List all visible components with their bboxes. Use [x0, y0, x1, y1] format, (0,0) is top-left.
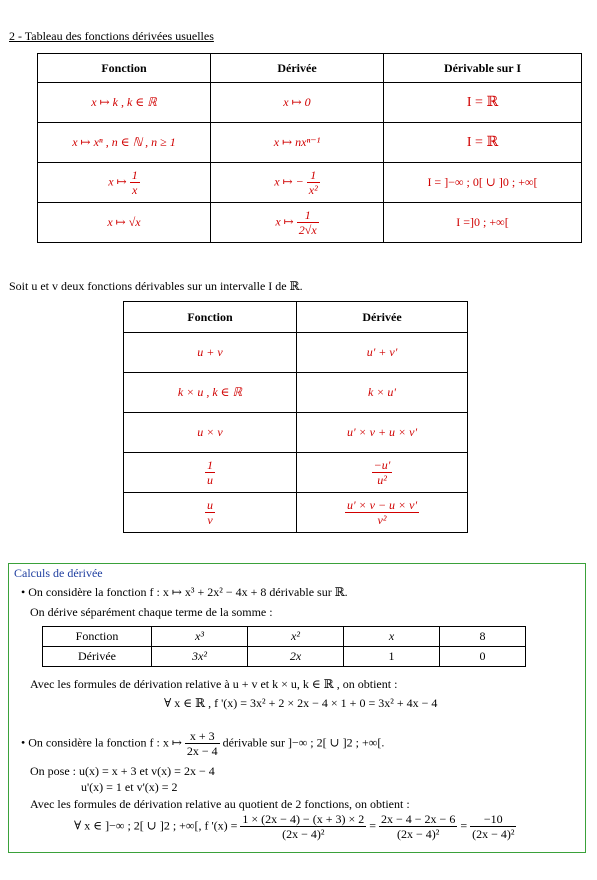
box-title: Calculs de dérivée	[14, 566, 103, 580]
equals: =	[460, 818, 468, 833]
bullet-icon: •	[21, 735, 26, 750]
cell-deriv: u' × v + u × v'	[297, 413, 468, 453]
denominator: x²	[308, 183, 318, 197]
deriv-prefix: x ↦ −	[274, 174, 304, 189]
denominator: (2x − 4)²	[396, 827, 440, 841]
cell-deriv: k × u'	[297, 373, 468, 413]
fraction	[205, 498, 215, 527]
denominator: v²	[377, 513, 387, 527]
denominator: u	[207, 473, 213, 487]
numerator: 1	[297, 208, 319, 223]
final-formula	[74, 812, 516, 841]
bullet-1	[21, 585, 348, 600]
final-prefix: ∀ x ∈ ]−∞ ; 2[ ∪ ]2 ; +∞[, f '(x) =	[74, 818, 238, 833]
table-row	[124, 453, 468, 493]
cell-fn	[124, 493, 297, 533]
fraction	[185, 729, 220, 758]
cell-fn	[38, 163, 211, 203]
pose-line-2: u'(x) = 1 et v'(x) = 2	[81, 780, 178, 794]
cell-fn: x²	[248, 627, 344, 647]
numerator: 1	[307, 168, 320, 183]
line-4: Avec les formules de dérivation relative au quotient de 2 fonctions, on obtient :	[30, 797, 410, 811]
cell-fn: x ↦ xⁿ , n ∈ ℕ , n ≥ 1	[38, 123, 211, 163]
cell-fn: x	[344, 627, 440, 647]
cell-deriv: 1	[344, 647, 440, 667]
row-label: Fonction	[43, 627, 152, 647]
numerator: 1 × (2x − 4) − (x + 3) × 2	[242, 812, 365, 826]
denominator: v	[207, 513, 213, 527]
cell-fn: u + v	[124, 333, 297, 373]
table-row	[124, 413, 468, 453]
cell-domain: I =]0 ; +∞[	[384, 203, 582, 243]
fraction	[470, 812, 516, 841]
fraction	[297, 208, 319, 237]
table-row	[43, 627, 526, 647]
table-row	[124, 373, 468, 413]
table-row	[38, 163, 582, 203]
denominator: (2x − 4)²	[282, 827, 325, 841]
header-derivee: Dérivée	[297, 302, 468, 333]
cell-fn: x³	[152, 627, 248, 647]
denominator: x	[132, 183, 138, 197]
fraction	[372, 458, 393, 487]
section-title: 2 - Tableau des fonctions dérivées usuelles	[9, 29, 214, 43]
cell-domain: I = ℝ	[384, 83, 582, 123]
numerator: 1	[207, 458, 213, 472]
fn-prefix: x ↦	[108, 174, 127, 189]
numerator: u' × v − u × v'	[346, 498, 418, 512]
derivatives-table	[37, 53, 582, 243]
table-row	[124, 493, 468, 533]
denominator: (2x − 4)²	[472, 827, 515, 841]
bullet-2	[21, 729, 384, 758]
denominator: 2√x	[298, 223, 317, 237]
cell-deriv: u' + v'	[297, 333, 468, 373]
sum-terms-table	[42, 626, 526, 667]
header-fonction: Fonction	[38, 54, 211, 83]
examples-box	[8, 563, 586, 853]
fraction	[205, 458, 215, 487]
cell-deriv: x ↦ 0	[211, 83, 384, 123]
fraction	[379, 812, 457, 841]
table-row	[38, 203, 582, 243]
header-derivable: Dérivable sur I	[384, 54, 582, 83]
cell-deriv: 0	[440, 647, 526, 667]
numerator: 1	[131, 168, 138, 182]
cell-fn: u × v	[124, 413, 297, 453]
line-1: On dérive séparément chaque terme de la somme :	[30, 605, 273, 619]
pose-line-1: On pose : u(x) = x + 3 et v(x) = 2x − 4	[30, 764, 215, 778]
denominator: u²	[377, 473, 387, 487]
table-row	[38, 123, 582, 163]
cell-deriv	[211, 163, 384, 203]
cell-domain: I = ]−∞ ; 0[ ∪ ]0 ; +∞[	[384, 163, 582, 203]
cell-deriv: 2x	[248, 647, 344, 667]
line-3: ∀ x ∈ ℝ , f '(x) = 3x² + 2 × 2x − 4 × 1 + 0 = 3x² + 4x − 4	[164, 696, 438, 710]
intro-sentence: Soit u et v deux fonctions dérivables sur un intervalle I de ℝ.	[9, 279, 303, 293]
header-derivee: Dérivée	[211, 54, 384, 83]
deriv-prefix: x ↦	[275, 214, 294, 229]
numerator: −u'	[373, 458, 391, 472]
cell-fn: k × u , k ∈ ℝ	[124, 373, 297, 413]
denominator: 2x − 4	[186, 744, 218, 758]
cell-domain: I = ℝ	[384, 123, 582, 163]
numerator: 2x − 4 − 2x − 6	[381, 812, 456, 826]
numerator: x + 3	[185, 729, 220, 744]
cell-fn	[124, 453, 297, 493]
fraction	[345, 498, 419, 527]
bullet-2-text-a: On considère la fonction f : x ↦	[28, 735, 182, 750]
numerator: u	[207, 498, 213, 512]
operations-table	[123, 301, 468, 533]
bullet-2-text-b: dérivable sur ]−∞ ; 2[ ∪ ]2 ; +∞[.	[222, 735, 385, 750]
fraction	[307, 168, 320, 197]
table-row	[43, 647, 526, 667]
fraction	[130, 168, 140, 197]
line-2: Avec les formules de dérivation relative à u + v et k × u, k ∈ ℝ , on obtient :	[30, 677, 398, 691]
fraction	[240, 812, 366, 841]
numerator: −10	[470, 812, 516, 827]
table-row	[38, 83, 582, 123]
cell-deriv	[211, 203, 384, 243]
cell-fn: 8	[440, 627, 526, 647]
row-label: Dérivée	[43, 647, 152, 667]
cell-deriv	[297, 493, 468, 533]
cell-fn: x ↦ √x	[38, 203, 211, 243]
cell-fn: x ↦ k , k ∈ ℝ	[38, 83, 211, 123]
cell-deriv	[297, 453, 468, 493]
equals: =	[369, 818, 377, 833]
bullet-1-text: On considère la fonction f : x ↦ x³ + 2x² − 4x + 8 dérivable sur ℝ.	[28, 585, 348, 599]
bullet-icon: •	[21, 585, 26, 599]
cell-deriv: 3x²	[152, 647, 248, 667]
cell-deriv: x ↦ nxⁿ⁻¹	[211, 123, 384, 163]
header-fonction: Fonction	[124, 302, 297, 333]
table-row	[124, 333, 468, 373]
